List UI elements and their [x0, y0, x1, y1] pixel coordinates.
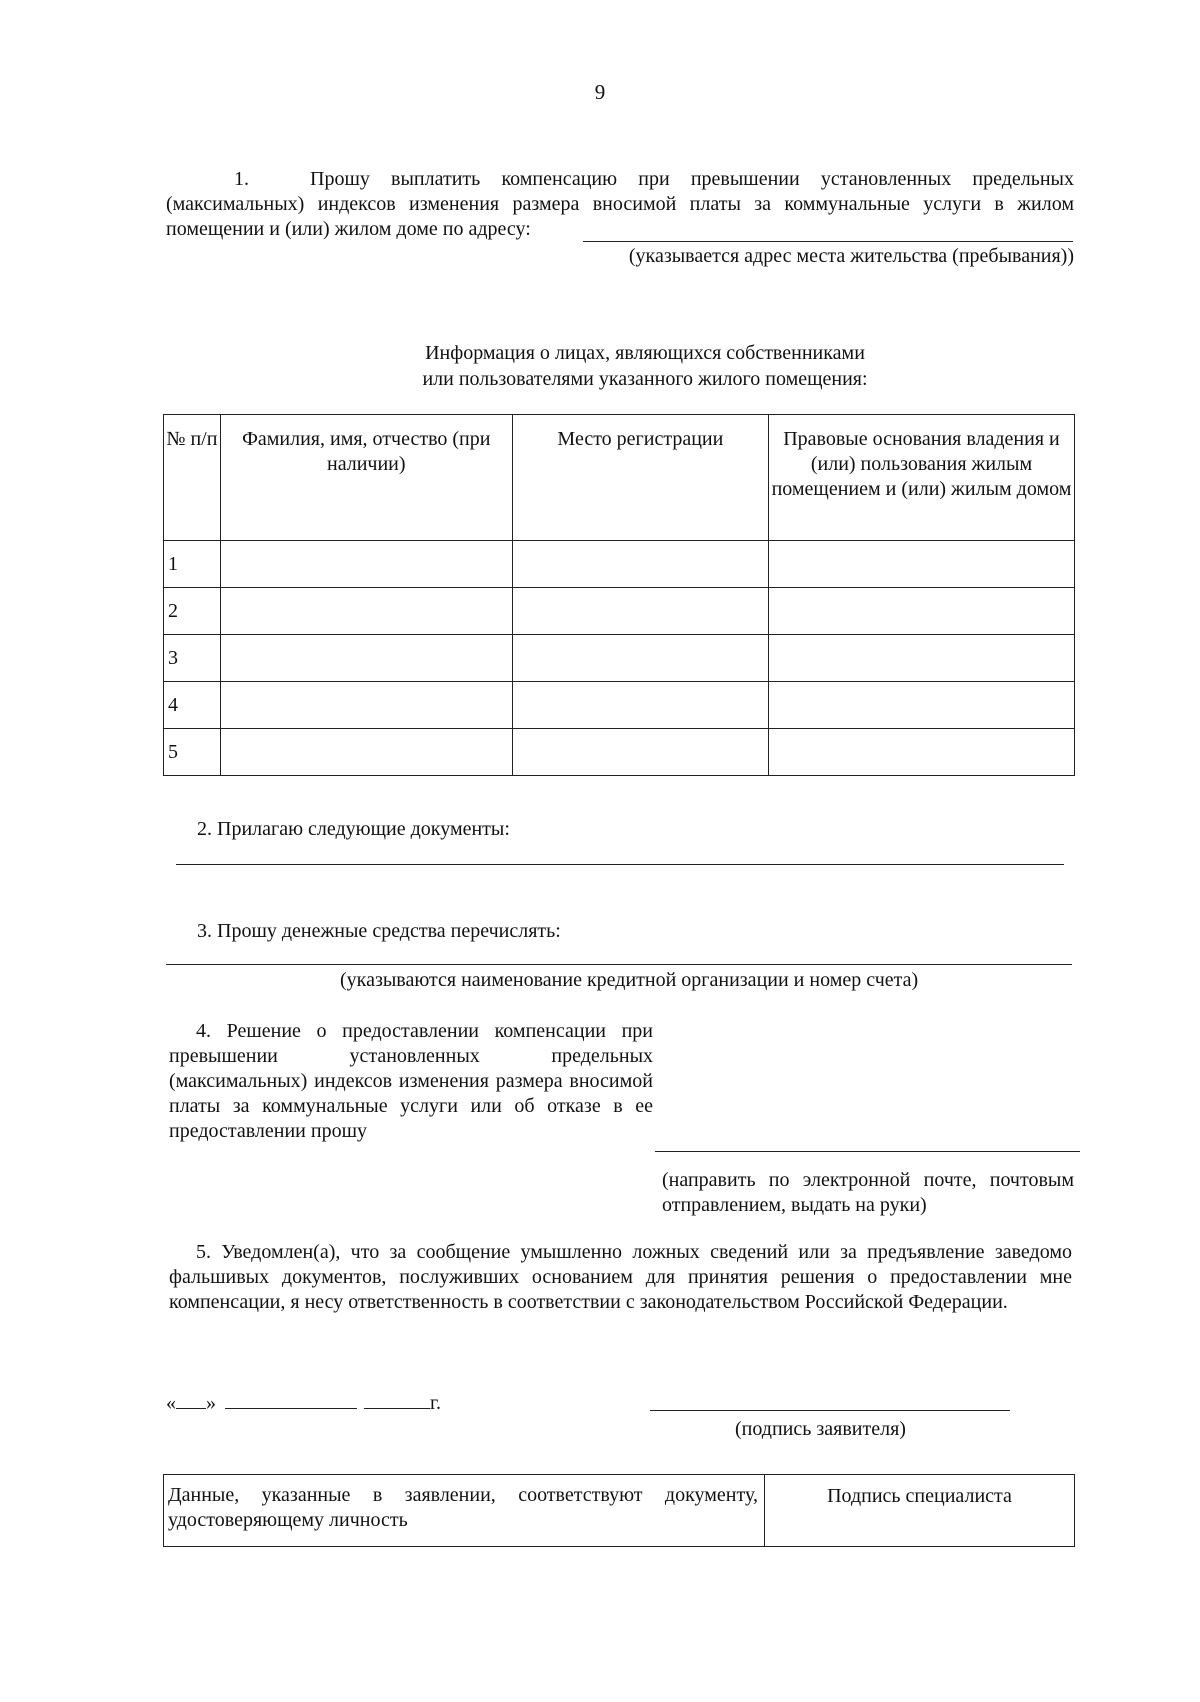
table-row — [164, 729, 1075, 776]
cell-name[interactable] — [220, 729, 512, 776]
address-input-line[interactable] — [583, 241, 1073, 242]
item3-text: 3. Прошу денежные средства перечислять: — [197, 920, 561, 942]
col-header-name: Фамилия, имя, отчество (при наличии) — [220, 415, 512, 541]
col-header-legal-basis: Правовые основания владения и (или) пользования жилым помещением и (или) жилым домом — [768, 415, 1074, 541]
owners-table-header — [164, 415, 1075, 541]
item5-text: 5. Уведомлен(а), что за сообщение умышленно ложных сведений или за предъявление заведомо фальшивых документов, послуживших основанием для принятия решения о предоставлении мне компенсации, я несу ответственность в соответствии с законодательством Российской Федерации. — [169, 1241, 1072, 1313]
row-number: 3 — [164, 635, 221, 682]
delivery-method-input-line[interactable] — [655, 1151, 1080, 1152]
cell-registration[interactable] — [512, 588, 768, 635]
cell-legal-basis[interactable] — [768, 682, 1074, 729]
date-open-quote: « — [166, 1392, 176, 1414]
specialist-signature-label: Подпись специалиста — [827, 1485, 1012, 1507]
row-number: 4 — [164, 682, 221, 729]
signature-caption: (подпись заявителя) — [735, 1418, 906, 1440]
table-row — [164, 541, 1075, 588]
cell-registration[interactable] — [512, 682, 768, 729]
cell-name[interactable] — [220, 635, 512, 682]
row-number: 1 — [164, 541, 221, 588]
item4-text: 4. Решение о предоставлении компенсации при превышении установленных предельных (максимальных) индексов изменения размера вносимой платы за коммунальные услуги или об отказе в ее предоставлении прошу — [169, 1020, 653, 1142]
item3-caption: (указываются наименование кредитной организации и номер счета) — [340, 969, 919, 991]
item4-caption: (направить по электронной почте, почтовым отправлением, выдать на руки) — [662, 1169, 1074, 1216]
cell-registration[interactable] — [512, 635, 768, 682]
page-number: 9 — [594, 80, 606, 104]
row-number: 5 — [164, 729, 221, 776]
item1-caption: (указывается адрес места жительства (пребывания)) — [628, 245, 1074, 267]
owners-table — [163, 414, 1075, 776]
cell-name[interactable] — [220, 588, 512, 635]
col-header-number: № п/п — [164, 415, 221, 541]
cell-legal-basis[interactable] — [768, 729, 1074, 776]
verification-table — [163, 1474, 1075, 1547]
cell-legal-basis[interactable] — [768, 541, 1074, 588]
date-month-field[interactable] — [225, 1390, 357, 1409]
cell-name[interactable] — [220, 682, 512, 729]
table-row — [164, 588, 1075, 635]
item1-number: 1. — [234, 168, 249, 190]
specialist-signature-cell[interactable] — [765, 1475, 1075, 1547]
info-heading-line1: Информация о лицах, являющихся собственниками — [425, 342, 865, 364]
verification-statement: Данные, указанные в заявлении, соответствуют документу, удостоверяющему личность — [164, 1475, 765, 1547]
table-row — [164, 682, 1075, 729]
cell-name[interactable] — [220, 541, 512, 588]
cell-legal-basis[interactable] — [768, 588, 1074, 635]
bank-input-line[interactable] — [166, 964, 1072, 965]
date-year-suffix: г. — [430, 1392, 441, 1414]
row-number: 2 — [164, 588, 221, 635]
cell-registration[interactable] — [512, 729, 768, 776]
item1-paragraph — [166, 167, 1074, 242]
documents-input-line[interactable] — [176, 864, 1064, 865]
cell-registration[interactable] — [512, 541, 768, 588]
info-heading — [0, 340, 1200, 392]
table-row — [164, 635, 1075, 682]
date-year-field[interactable] — [364, 1390, 430, 1409]
col-header-registration: Место регистрации — [512, 415, 768, 541]
info-heading-line2: или пользователями указанного жилого помещения: — [422, 368, 868, 390]
date-close-quote: » — [206, 1392, 216, 1414]
verification-row — [164, 1475, 1075, 1547]
date-line — [166, 1390, 441, 1415]
item2-text: 2. Прилагаю следующие документы: — [197, 818, 510, 840]
signature-input-line[interactable] — [650, 1410, 1010, 1411]
cell-legal-basis[interactable] — [768, 635, 1074, 682]
item1-text: Прошу выплатить компенсацию при превышении установленных предельных (максимальных) индексов изменения размера вносимой платы за коммунальные услуги в жилом помещении и (или) жилом доме по адресу: — [166, 168, 1074, 240]
date-day-field[interactable] — [176, 1390, 206, 1409]
